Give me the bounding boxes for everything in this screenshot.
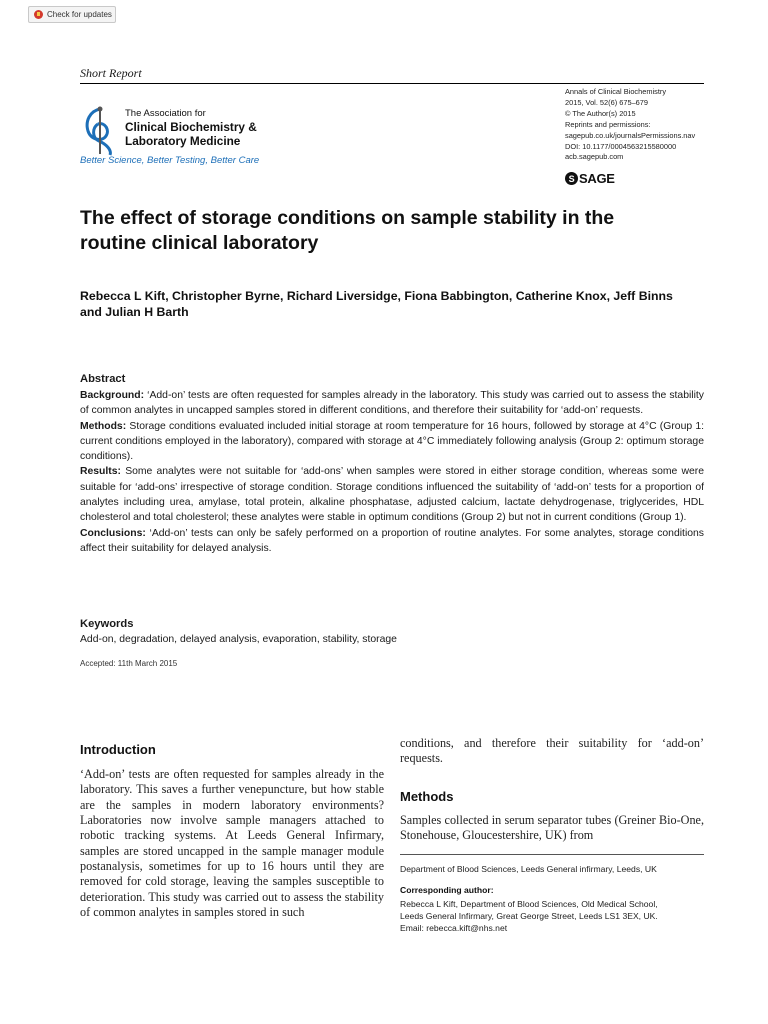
- header-rule: [80, 83, 704, 84]
- corr-line1: Rebecca L Kift, Department of Blood Sciences, Old Medical School,: [400, 899, 658, 909]
- methods-heading: Methods: [400, 789, 454, 804]
- journal-issue: 2015, Vol. 52(6) 675–679: [565, 97, 649, 107]
- abstract-background: [80, 388, 704, 419]
- acb-logo-icon: [80, 106, 120, 156]
- methods-label: Methods:: [80, 420, 127, 432]
- check-for-updates-button[interactable]: [28, 6, 116, 23]
- corresponding-author-details: [400, 898, 700, 934]
- check-for-updates-label: Check for updates: [47, 10, 112, 19]
- results-text: Some analytes were not suitable for ‘add-ons’ when samples were stored in either storage condition, whereas some were suitable for ‘add-ons’ irrespective of storage condition. Storage conditions influenced the suitability of ‘add-on’ tests for a proportion of analytes including urea, amylase, total protein, alkaline phosphatase, adjusted calcium, lactate dehydrogenase, triglycerides, HDL cholesterol and total cholesterol; these analytes were stable in optimum conditions (Group 2) but not in current conditions (Group 1).: [80, 466, 705, 524]
- article-title: The effect of storage conditions on sample stability in the routine clinical laboratory: [80, 207, 615, 254]
- article-authors: Rebecca L Kift, Christopher Byrne, Richard Liversidge, Fiona Babbington, Catherine Knox, Jeff Binns and Julian H Barth: [80, 289, 673, 319]
- org-tagline: Better Science, Better Testing, Better Care: [80, 155, 260, 166]
- corresponding-author-heading: Corresponding author:: [400, 885, 494, 895]
- footnote-rule: [400, 854, 704, 855]
- crossmark-icon: [34, 10, 43, 19]
- affiliation: Department of Blood Sciences, Leeds General infirmary, Leeds, UK: [400, 864, 657, 874]
- abstract-heading: Abstract: [80, 373, 126, 385]
- introduction-continued: conditions, and therefore their suitability for ‘add-on’ requests.: [400, 736, 704, 766]
- corr-line2: Leeds General Infirmary, Great George Street, Leeds LS1 3EX, UK.: [400, 911, 658, 921]
- introduction-heading: Introduction: [80, 742, 156, 757]
- sage-wordmark: SAGE: [579, 171, 615, 186]
- conclusions-label: Conclusions:: [80, 527, 146, 539]
- org-line2: Clinical Biochemistry &: [125, 120, 257, 134]
- abstract-body: [80, 388, 704, 556]
- methods-text: Storage conditions evaluated included initial storage at room temperature for 16 hours, followed by storage at 4°C (Group 1: current conditions employed in the laboratory), compared with storage at 4°C immediately following analysis (Group 2: optimum storage conditions).: [80, 420, 704, 463]
- journal-info: [565, 87, 695, 163]
- journal-reprints: Reprints and permissions:: [565, 119, 651, 129]
- keywords-heading: Keywords: [80, 618, 134, 630]
- abstract-results: [80, 464, 704, 525]
- conclusions-text: ‘Add-on’ tests can only be safely performed on a proportion of routine analytes. For some analytes, storage conditions affect their suitability for delayed analysis.: [80, 527, 705, 554]
- background-label: Background:: [80, 390, 145, 401]
- org-line1: The Association for: [125, 108, 206, 119]
- journal-doi[interactable]: DOI: 10.1177/0004563215580000: [565, 141, 677, 151]
- introduction-body: ‘Add-on’ tests are often requested for samples already in the laboratory. This saves a further venepuncture, but how stable are the samples in modern laboratory environments? Laboratories now involve sample managers attached to robotic tracking systems. At Leeds General Infirmary, samples are stored uncapped in the sample manager module postanalysis, sometimes for up to 16 hours until they are removed for cold storage, leaving the samples susceptible to deterioration. This study was carried out to assess the stability of common analytes in samples stored in such: [80, 767, 384, 920]
- sage-mark-icon: S: [565, 172, 578, 185]
- background-text: ‘Add-on’ tests are often requested for samples already in the laboratory. This study was carried out to assess the stability of common analytes in uncapped samples stored in different conditions, and therefore their suitability for ‘add-on’ requests.: [80, 390, 704, 417]
- journal-name: Annals of Clinical Biochemistry: [565, 87, 667, 96]
- abstract-conclusions: [80, 526, 704, 557]
- keywords-list: Add-on, degradation, delayed analysis, evaporation, stability, storage: [80, 634, 397, 645]
- org-name: [125, 108, 257, 148]
- journal-reprints-link[interactable]: sagepub.co.uk/journalsPermissions.nav: [565, 130, 696, 140]
- methods-body: Samples collected in serum separator tubes (Greiner Bio-One, Stonehouse, Gloucestershire, UK) from: [400, 813, 704, 843]
- accepted-date: Accepted: 11th March 2015: [80, 659, 178, 668]
- sage-logo: [565, 171, 615, 186]
- corr-email[interactable]: Email: rebecca.kift@nhs.net: [400, 923, 508, 933]
- org-line3: Laboratory Medicine: [125, 134, 241, 148]
- results-label: Results:: [80, 466, 121, 478]
- abstract-methods: [80, 419, 704, 465]
- journal-site-link[interactable]: acb.sagepub.com: [565, 152, 624, 162]
- article-type: Short Report: [80, 66, 142, 80]
- journal-copyright: © The Author(s) 2015: [565, 108, 636, 118]
